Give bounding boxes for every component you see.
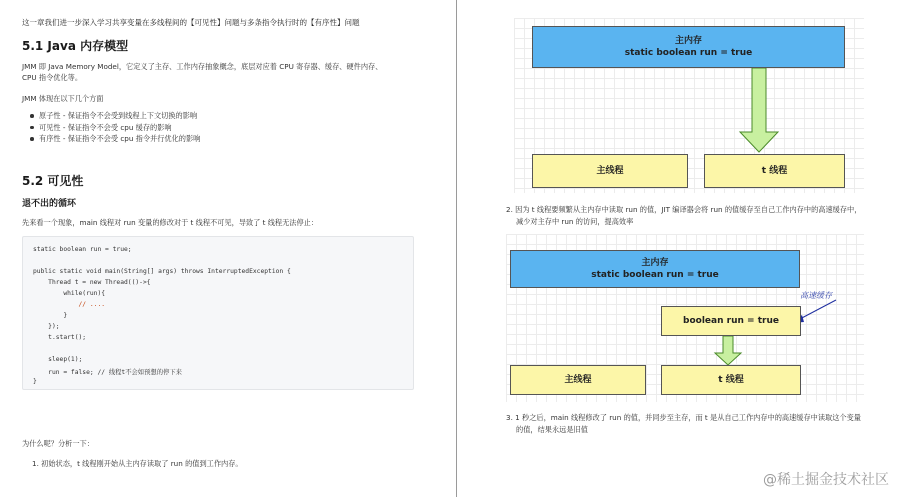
step-1-text: 1. 初始状态，t 线程刚开始从主内存读取了 run 的值到工作内存。: [32, 459, 243, 468]
watermark: @稀土掘金技术社区: [763, 472, 889, 488]
main-thread-box: 主线程: [532, 154, 688, 188]
read-arrow: [729, 68, 789, 154]
main-memory-value: static boolean run = true: [591, 270, 719, 280]
jmm-aspects-intro: JMM 体现在以下几个方面: [22, 94, 104, 103]
why-text: 为什么呢？分析一下：: [22, 439, 94, 448]
t-thread-box: t 线程: [704, 154, 845, 188]
list-item: 可见性 - 保证指令不会受 cpu 缓存的影响: [30, 122, 200, 134]
main-memory-value: static boolean run = true: [624, 48, 753, 58]
t-thread-box: t 线程: [661, 365, 801, 395]
code-line: // ....: [33, 301, 106, 308]
main-thread-box: 主线程: [510, 365, 646, 395]
cache-box: [661, 306, 801, 336]
phenomenon-text: 先来看一个现象，main 线程对 run 变量的修改对于 t 线程不可见，导致了 t 线程无法停止：: [22, 218, 319, 227]
step-2-text-line2: 减少对主存中 run 的访问，提高效率: [516, 217, 634, 226]
diagram-initial-state: [514, 18, 864, 193]
cache-read-arrow: [704, 336, 754, 366]
section-5-2-title: 5.2 可见性: [22, 174, 84, 188]
code-line: static boolean run = true;: [33, 246, 132, 253]
step-2-text-line1: 2. 因为 t 线程要频繁从主内存中读取 run 的值，JIT 编译器会将 run 的值缓存至自己工作内存中的高速缓存中，: [506, 205, 862, 214]
main-memory-label: 主内存: [641, 258, 669, 268]
code-line: }: [33, 378, 37, 385]
diagram-cached-state: [506, 234, 864, 402]
cache-value: boolean run = true: [683, 316, 779, 326]
code-line: });: [33, 323, 60, 330]
code-line: run = false; // 线程t不会如预想的停下来: [33, 369, 182, 376]
cache-annotation-label: 高速缓存: [800, 291, 832, 300]
jmm-description-line2: CPU 指令优化等。: [22, 73, 83, 82]
right-page: [458, 0, 897, 497]
code-line: t.start();: [33, 334, 87, 341]
step-3-text-line1: 3. 1 秒之后，main 线程修改了 run 的值，并同步至主存，而 t 是从自己工作内存中的高速缓存中读取这个变量: [506, 413, 861, 422]
main-memory-box: [532, 26, 845, 68]
page-divider: [456, 0, 457, 497]
code-line: public static void main(String[] args) throws InterruptedException {: [33, 268, 291, 275]
list-item: 有序性 - 保证指令不会受 cpu 指令并行优化的影响: [30, 133, 200, 145]
section-5-1-title: 5.1 Java 内存模型: [22, 39, 129, 53]
code-line: Thread t = new Thread(()->{: [33, 279, 151, 286]
code-line: }: [33, 312, 68, 319]
code-line: while(run){: [33, 290, 106, 297]
jmm-aspects-list: [30, 110, 200, 145]
code-line: sleep(1);: [33, 356, 83, 363]
step-3-text-line2: 的值，结果永远是旧值: [516, 425, 588, 434]
jmm-description-line1: JMM 即 Java Memory Model，它定义了主存、工作内存抽象概念，底层对应着 CPU 寄存器、缓存、硬件内存、: [22, 62, 383, 71]
main-memory-box: [510, 250, 800, 288]
code-block: [22, 236, 414, 390]
list-item: 原子性 - 保证指令不会受到线程上下文切换的影响: [30, 110, 200, 122]
subsection-title: 退不出的循环: [22, 199, 77, 209]
main-memory-label: 主内存: [674, 36, 702, 46]
intro-text: 这一章我们进一步深入学习共享变量在多线程间的【可见性】问题与多条指令执行时的【有序性】问题: [22, 18, 360, 27]
